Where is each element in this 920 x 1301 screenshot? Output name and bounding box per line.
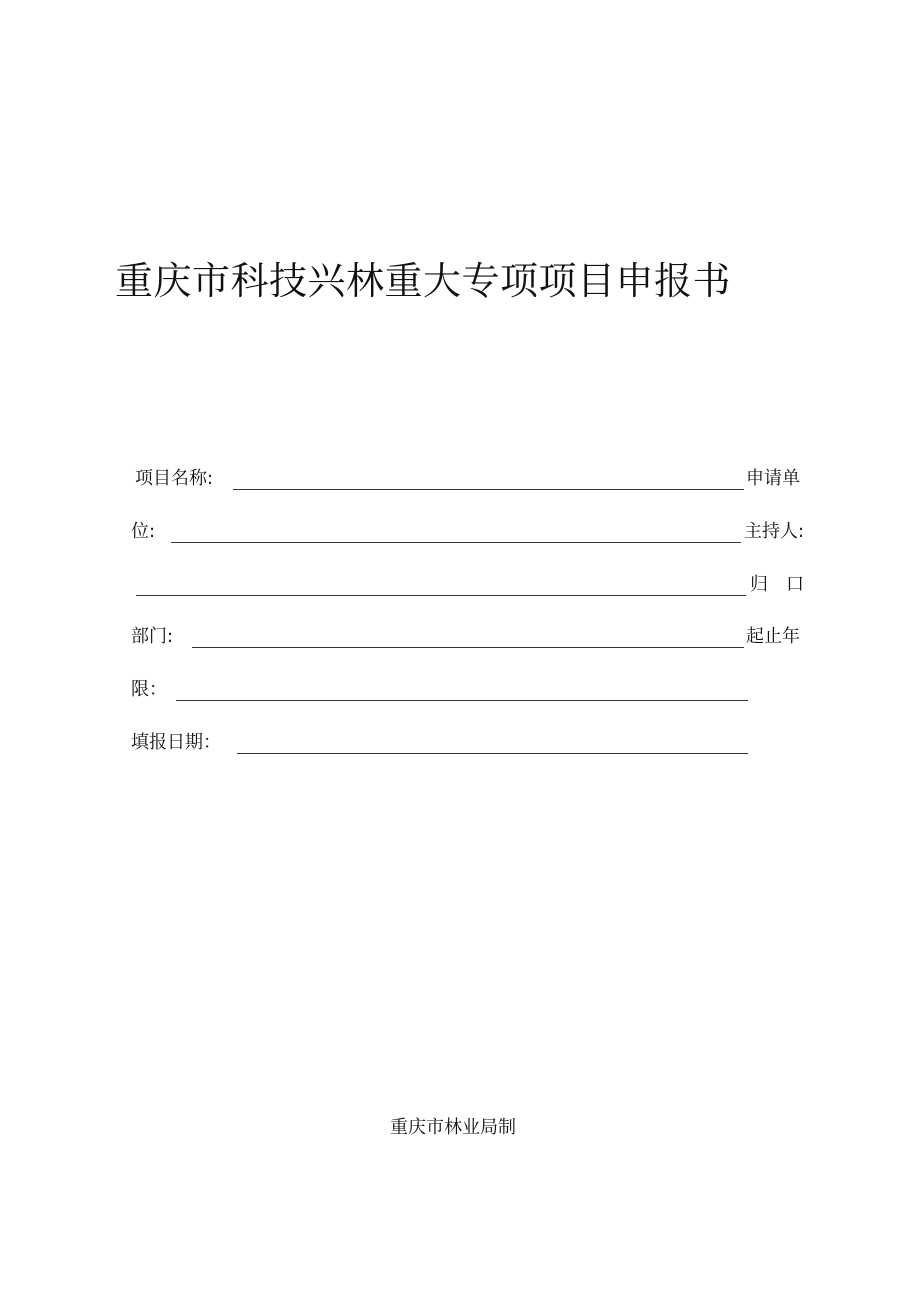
duration-label-part2: 限：: [131, 679, 167, 700]
form-row-project-name: [0, 465, 920, 493]
applicant-unit-blank[interactable]: [171, 542, 741, 543]
applicant-unit-label-part1: 申请单: [746, 468, 800, 489]
duration-blank[interactable]: [176, 700, 748, 701]
supervising-dept-blank[interactable]: [192, 647, 744, 648]
project-name-blank[interactable]: [233, 489, 744, 490]
fill-date-label: 填报日期：: [131, 732, 221, 753]
form-row-duration: [0, 676, 920, 704]
principal-investigator-label: 主持人:: [744, 521, 805, 542]
form-row-supervising-dept: [0, 623, 920, 651]
project-name-label: 项目名称:: [135, 468, 214, 489]
supervising-dept-label-part1: 归 口: [750, 574, 804, 595]
applicant-unit-label-part2: 位:: [131, 521, 156, 542]
supervising-dept-label-part2: 部门:: [131, 626, 174, 647]
form-row-fill-date: [0, 729, 920, 757]
issuing-authority: 重庆市林业局制: [390, 1117, 516, 1138]
fill-date-blank[interactable]: [237, 753, 748, 754]
document-title: 重庆市科技兴林重大专项项目申报书: [115, 259, 732, 303]
duration-label-part1: 起止年: [746, 626, 800, 647]
principal-investigator-blank[interactable]: [136, 595, 746, 596]
form-row-principal-investigator: [0, 571, 920, 599]
form-row-applicant-unit: [0, 518, 920, 546]
